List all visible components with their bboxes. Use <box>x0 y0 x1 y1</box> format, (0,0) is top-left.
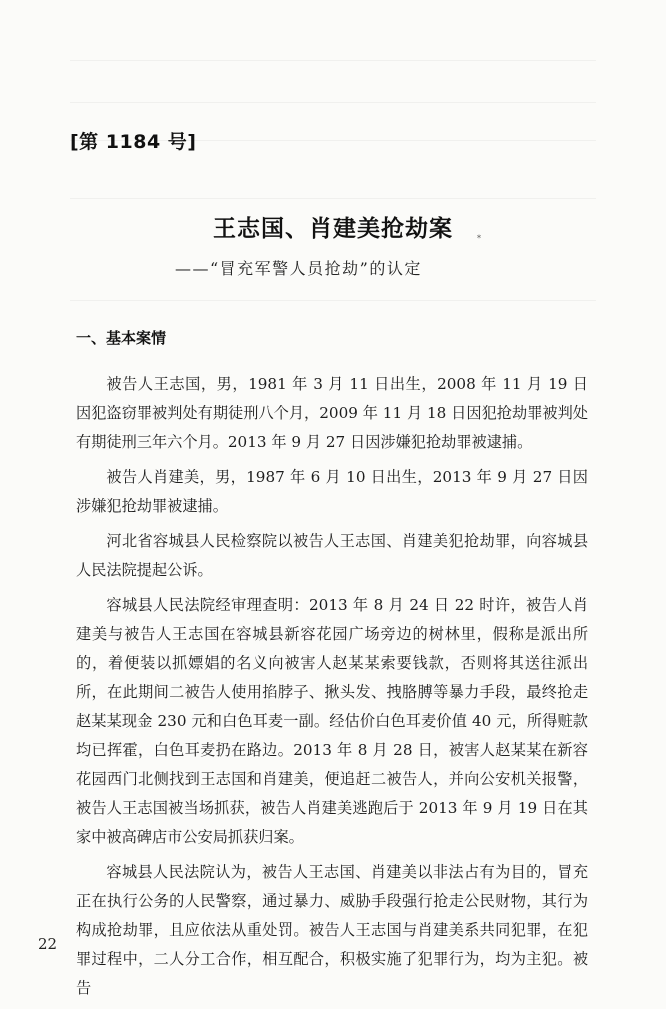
section-heading: 一、基本案情 <box>76 329 167 347</box>
bleed-through-line <box>70 60 596 61</box>
paragraph: 被告人王志国，男，1981 年 3 月 11 日出生，2008 年 11 月 19 日因犯盗窃罪被判处有期徒刑八个月，2009 年 11 月 18 日因犯抢劫罪被判处有期徒刑三年六个月。2013 年 9 月 27 日因涉嫌犯抢劫罪被逮捕。 <box>76 375 588 451</box>
paragraph: 容城县人民法院经审理查明：2013 年 8 月 24 日 22 时许，被告人肖建美与被告人王志国在容城县新容花园广场旁边的树林里，假称是派出所的，着便装以抓嫖娼的名义向被害人赵某某索要钱款，否则将其送往派出所，在此期间二被告人使用掐脖子、揪头发、拽胳膊等暴力手段，最终抢走赵某某现金 230 元和白色耳麦一副。经估价白色耳麦价值 40 元，所得赃款均已挥霍，白色耳麦扔在路边。2013 年 8 月 28 日，被害人赵某某在新容花园西门北侧找到王志国和肖建美，便追赶二被告人，并向公安机关报警，被告人王志国被当场抓获，被告人肖建美逃跑后于 2013 年 9 月 19 日在其家中被高碑店市公安局抓获归案。 <box>76 596 588 846</box>
case-body <box>76 370 588 1009</box>
paragraph: 河北省容城县人民检察院以被告人王志国、肖建美犯抢劫罪，向容城县人民法院提起公诉。 <box>76 532 588 579</box>
page-number: 22 <box>38 935 58 953</box>
footnote-mark: * <box>477 234 481 243</box>
paragraph: 被告人肖建美，男，1987 年 6 月 10 日出生，2013 年 9 月 27 日因涉嫌犯抢劫罪被逮捕。 <box>76 468 588 515</box>
case-subtitle: ——“冒充军警人员抢劫”的认定 <box>175 259 422 278</box>
bleed-through-line <box>70 300 596 301</box>
bleed-through-line <box>70 102 596 103</box>
case-title: 王志国、肖建美抢劫案 <box>213 216 453 242</box>
paragraph: 容城县人民法院认为，被告人王志国、肖建美以非法占有为目的，冒充正在执行公务的人民警察，通过暴力、威胁手段强行抢走公民财物，其行为构成抢劫罪，且应依法从重处罚。被告人王志国与肖建美系共同犯罪，在犯罪过程中，二人分工合作，相互配合，积极实施了犯罪行为，均为主犯。被告 <box>76 863 588 997</box>
case-number: [第 1184 号] <box>70 131 197 153</box>
bleed-through-line <box>70 198 596 199</box>
